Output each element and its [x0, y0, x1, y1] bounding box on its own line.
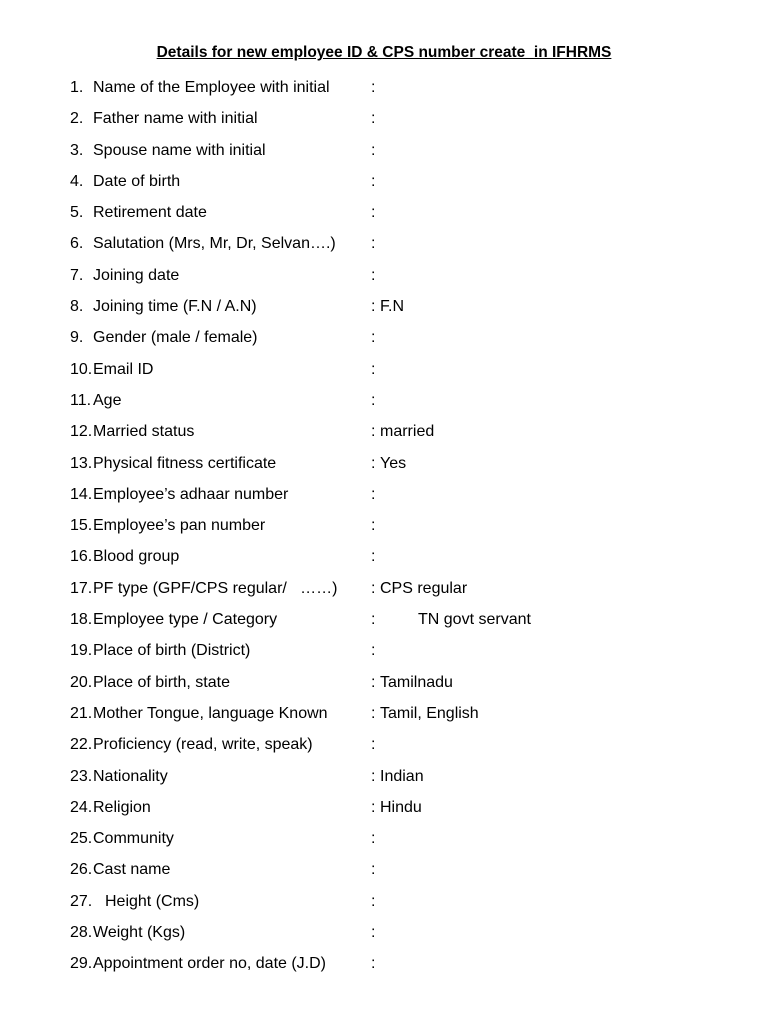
field-separator: : — [371, 924, 376, 942]
row-number: 17. — [70, 579, 93, 597]
row-number: 18. — [70, 611, 93, 629]
field-value: Tamil, English — [380, 704, 479, 722]
row-number: 3. — [70, 141, 84, 159]
field-value: Hindu — [380, 798, 422, 816]
field-label: Gender (male / female) — [93, 329, 258, 347]
form-row — [0, 416, 768, 447]
field-label: Physical fitness certificate — [93, 454, 277, 472]
row-number: 14. — [70, 485, 93, 503]
field-label: Joining date — [93, 266, 180, 284]
field-separator: : — [371, 517, 376, 535]
field-value: F.N — [380, 298, 404, 316]
form-row — [0, 322, 768, 353]
row-number: 5. — [70, 204, 84, 222]
field-label: Community — [93, 830, 174, 848]
field-separator: : — [371, 830, 376, 848]
field-value: Indian — [380, 767, 424, 785]
row-number: 16. — [70, 548, 93, 566]
form-row — [0, 354, 768, 385]
field-label: Email ID — [93, 360, 154, 378]
form-row — [0, 166, 768, 197]
field-separator: : — [371, 548, 376, 566]
form-row — [0, 635, 768, 666]
row-number: 25. — [70, 830, 93, 848]
row-number: 26. — [70, 861, 93, 879]
row-number: 7. — [70, 266, 84, 284]
row-number: 19. — [70, 642, 93, 660]
form-row — [0, 823, 768, 854]
row-number: 11. — [70, 391, 92, 409]
field-label: Employee’s pan number — [93, 517, 266, 535]
form-row — [0, 792, 768, 823]
field-value: CPS regular — [380, 579, 468, 597]
field-separator: : — [371, 798, 376, 816]
form-row — [0, 541, 768, 572]
form-row — [0, 291, 768, 322]
field-separator: : — [371, 955, 376, 973]
row-number: 20. — [70, 673, 93, 691]
field-label: Retirement date — [93, 204, 207, 222]
field-separator: : — [371, 204, 376, 222]
field-label: Employee’s adhaar number — [93, 485, 289, 503]
row-number: 21. — [70, 704, 93, 722]
field-label: Proficiency (read, write, speak) — [93, 736, 313, 754]
form-row — [0, 448, 768, 479]
form-row — [0, 698, 768, 729]
field-label: Salutation (Mrs, Mr, Dr, Selvan….) — [93, 235, 336, 253]
row-number: 13. — [70, 454, 93, 472]
row-number: 29. — [70, 955, 93, 973]
row-number: 28. — [70, 924, 93, 942]
field-label: Place of birth (District) — [93, 642, 251, 660]
form-row — [0, 854, 768, 885]
row-number: 24. — [70, 798, 93, 816]
field-separator: : — [371, 767, 376, 785]
form-row — [0, 573, 768, 604]
field-separator: : — [371, 642, 376, 660]
field-label: Weight (Kgs) — [93, 924, 186, 942]
form-row — [0, 604, 768, 635]
row-number: 1. — [70, 79, 84, 96]
field-separator: : — [371, 360, 376, 378]
field-separator: : — [371, 110, 376, 128]
row-number: 15. — [70, 517, 93, 535]
field-separator: : — [371, 298, 376, 316]
form-row — [0, 72, 768, 103]
field-label: Father name with initial — [93, 110, 258, 128]
form-row — [0, 667, 768, 698]
row-number: 12. — [70, 423, 93, 441]
field-value: Yes — [380, 454, 407, 472]
row-number: 6. — [70, 235, 84, 253]
field-value: married — [380, 423, 435, 441]
field-separator: : — [371, 172, 376, 190]
field-separator: : — [371, 736, 376, 754]
row-number: 10. — [70, 360, 93, 378]
field-separator: : — [371, 485, 376, 503]
field-label: Place of birth, state — [93, 673, 230, 691]
field-label: Religion — [93, 798, 151, 816]
field-separator: : — [371, 423, 376, 441]
field-label: Mother Tongue, language Known — [93, 704, 328, 722]
field-separator: : — [371, 579, 376, 597]
field-separator: : — [371, 266, 376, 284]
row-number: 23. — [70, 767, 93, 785]
field-label: Married status — [93, 423, 195, 441]
field-label: Height (Cms) — [105, 892, 200, 910]
form-field-list — [0, 72, 768, 980]
row-number: 27. — [70, 892, 93, 910]
row-number: 8. — [70, 298, 84, 316]
field-label: Age — [93, 391, 122, 409]
form-row — [0, 510, 768, 541]
form-row — [0, 886, 768, 917]
form-row — [0, 260, 768, 291]
field-separator: : — [371, 235, 376, 253]
field-label: PF type (GPF/CPS regular/ ……) — [93, 579, 338, 597]
field-separator: : — [371, 391, 376, 409]
field-separator: : — [371, 704, 376, 722]
field-separator: : — [371, 611, 376, 629]
field-label: Date of birth — [93, 172, 181, 190]
form-row — [0, 948, 768, 979]
field-value: TN govt servant — [418, 611, 531, 629]
field-separator: : — [371, 79, 376, 96]
field-separator: : — [371, 892, 376, 910]
field-label: Cast name — [93, 861, 171, 879]
form-row — [0, 103, 768, 134]
form-row — [0, 197, 768, 228]
form-row — [0, 135, 768, 166]
field-label: Blood group — [93, 548, 180, 566]
form-row — [0, 479, 768, 510]
field-label: Spouse name with initial — [93, 141, 266, 159]
document-title: Details for new employee ID & CPS number create in IFHRMS — [156, 44, 612, 61]
row-number: 4. — [70, 172, 84, 190]
form-row — [0, 917, 768, 948]
field-value: Tamilnadu — [380, 673, 453, 691]
field-label: Name of the Employee with initial — [93, 79, 330, 96]
field-label: Appointment order no, date (J.D) — [93, 955, 327, 973]
field-label: Joining time (F.N / A.N) — [93, 298, 257, 316]
field-label: Employee type / Category — [93, 611, 278, 629]
row-number: 2. — [70, 110, 84, 128]
form-row — [0, 761, 768, 792]
field-separator: : — [371, 861, 376, 879]
field-label: Nationality — [93, 767, 168, 785]
field-separator: : — [371, 141, 376, 159]
field-separator: : — [371, 329, 376, 347]
form-row — [0, 228, 768, 259]
form-row — [0, 385, 768, 416]
row-number: 9. — [70, 329, 84, 347]
form-row — [0, 729, 768, 760]
field-separator: : — [371, 454, 376, 472]
row-number: 22. — [70, 736, 93, 754]
field-separator: : — [371, 673, 376, 691]
